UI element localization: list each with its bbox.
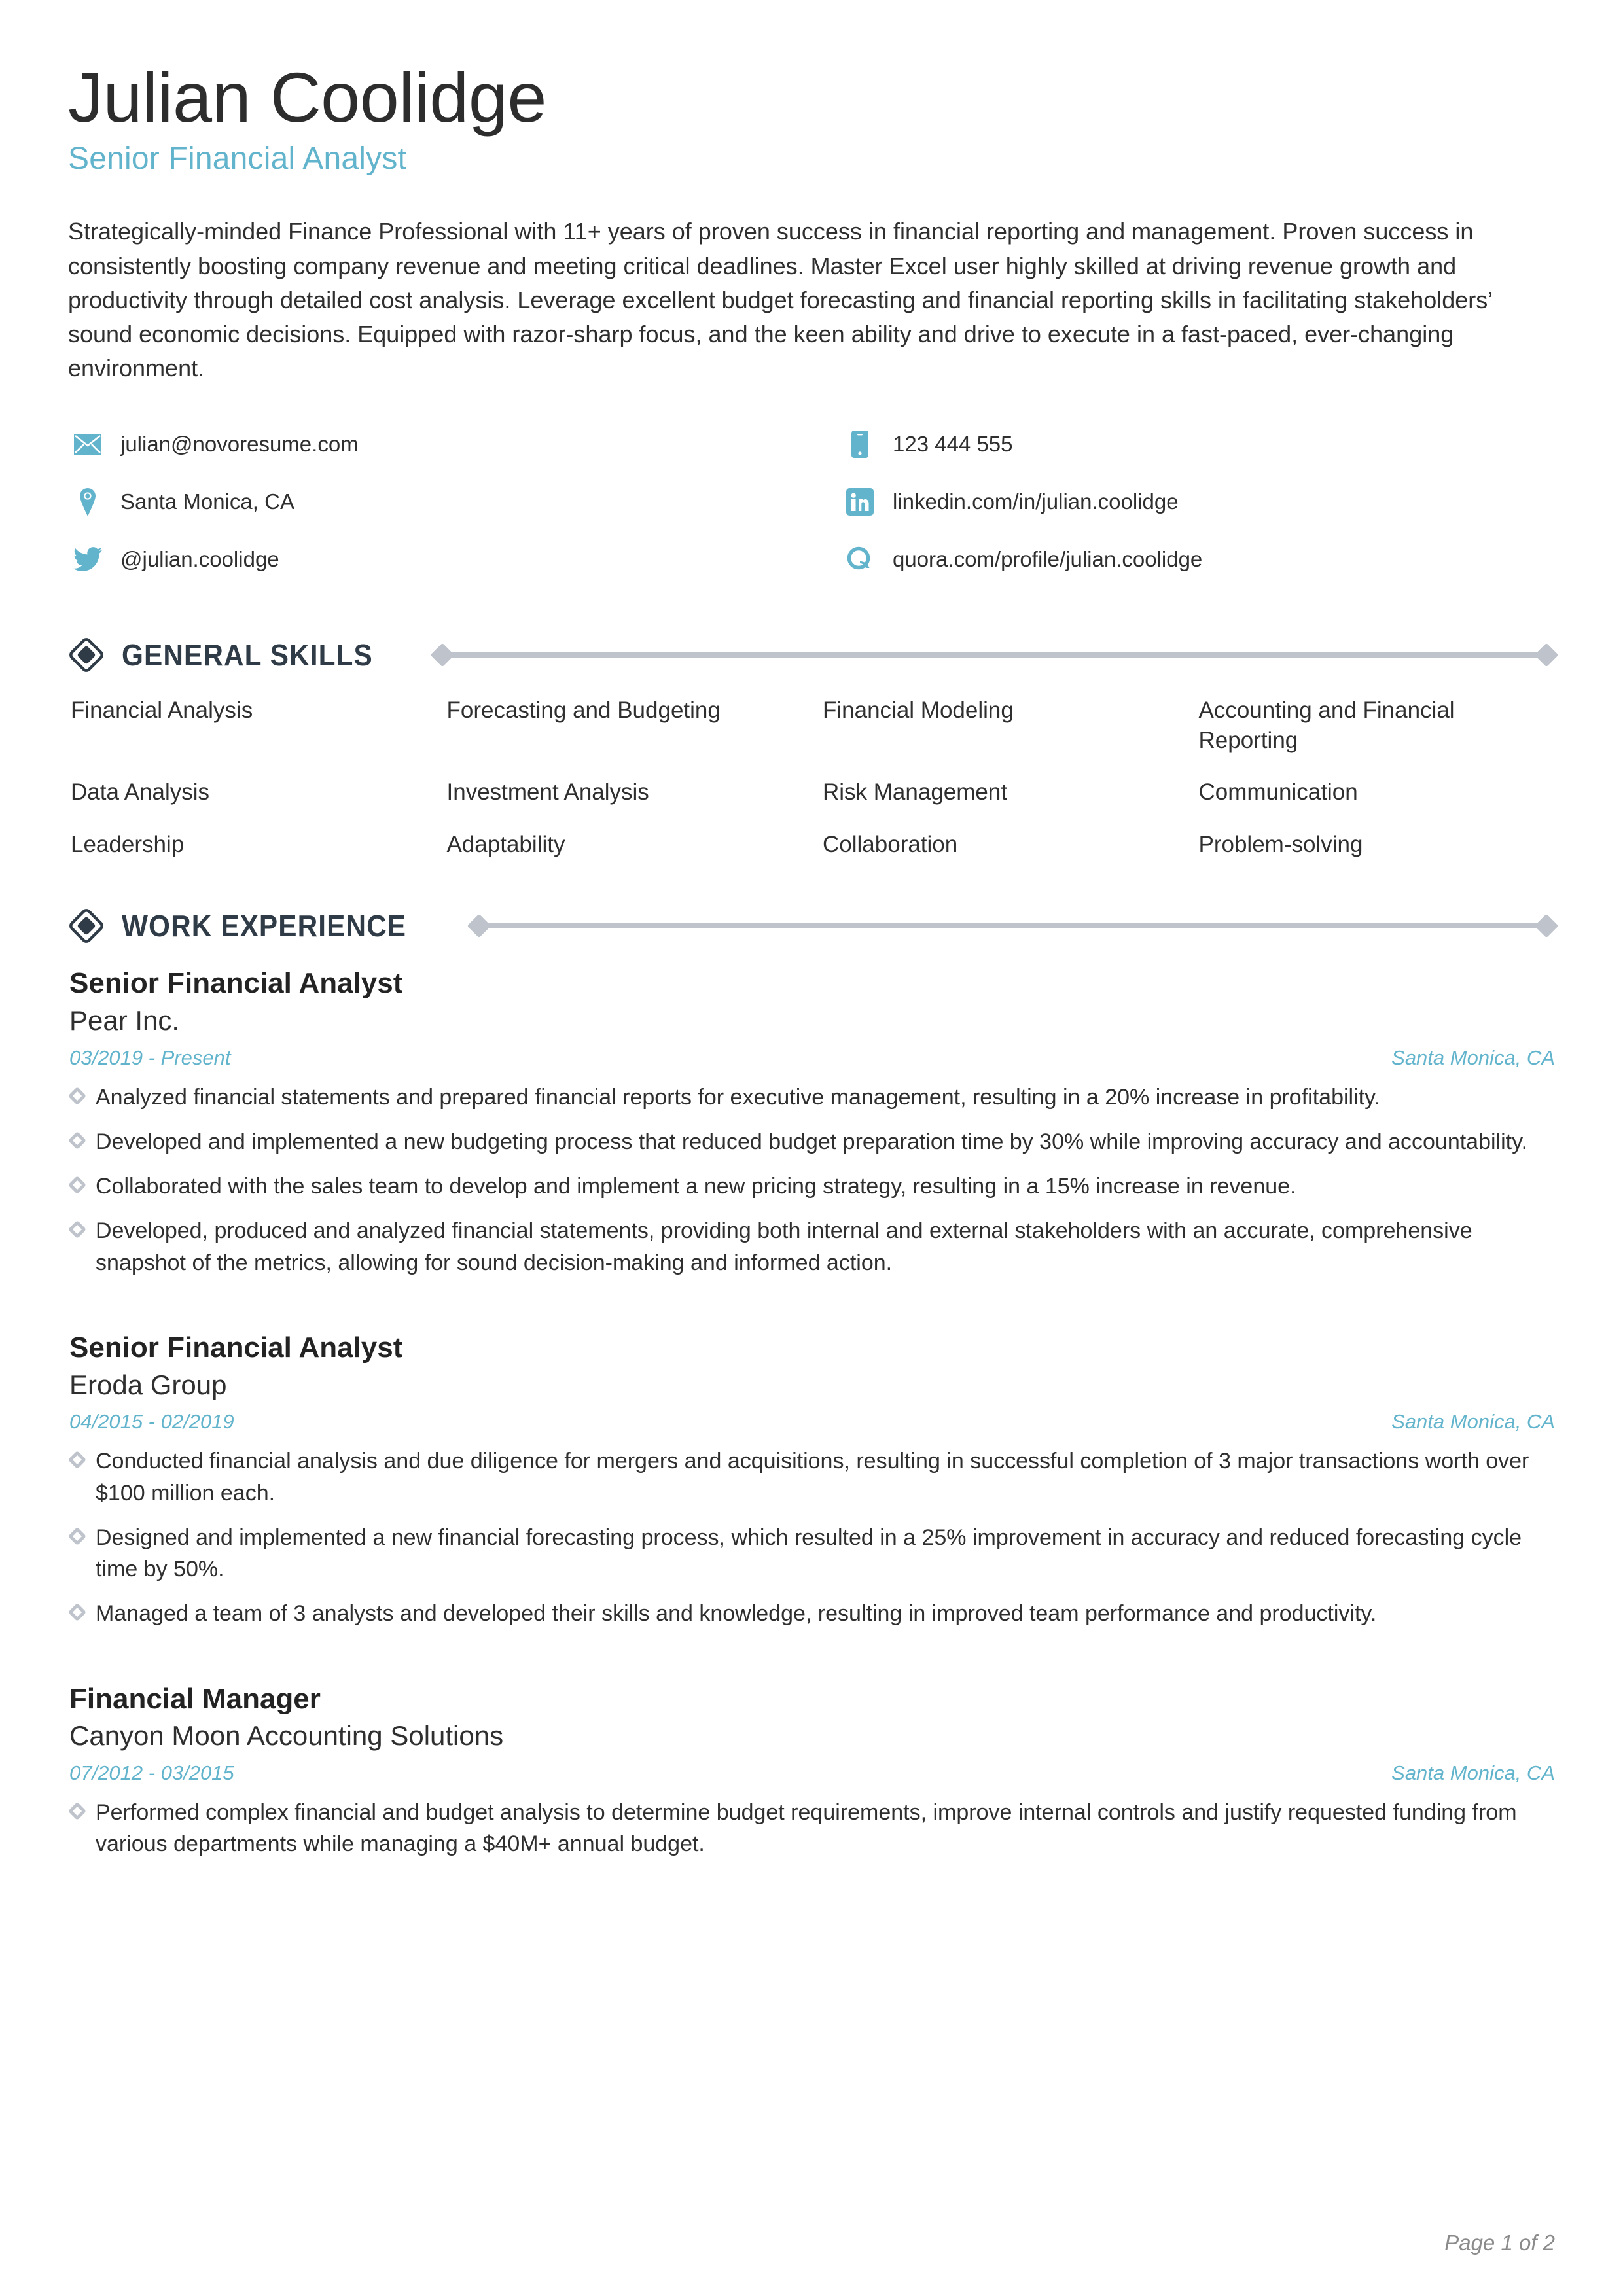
envelope-icon [73, 430, 102, 459]
phone-icon [846, 430, 874, 459]
quora-icon [846, 545, 874, 574]
diamond-bullet-icon [68, 1451, 86, 1469]
section-divider [471, 917, 1555, 934]
divider-line [447, 652, 1542, 658]
diamond-bullet-icon [68, 1086, 86, 1104]
diamond-bullet-icon [68, 1176, 86, 1194]
contact-item-location[interactable] [73, 487, 846, 516]
job-dates: 04/2015 - 02/2019 [69, 1410, 234, 1434]
contact-details [68, 430, 1555, 574]
page-footer: Page 1 of 2 [1444, 2231, 1555, 2255]
job-bullet [69, 1797, 1555, 1860]
skill-item: Financial Analysis [71, 698, 253, 724]
job-meta [69, 1410, 1555, 1434]
job-spacer [69, 1659, 1555, 1682]
skills-grid [68, 696, 1555, 859]
contact-value: julian@novoresume.com [120, 432, 359, 457]
job-location: Santa Monica, CA [1391, 1761, 1555, 1784]
divider-line [484, 923, 1542, 928]
job-bullets [69, 1445, 1555, 1629]
job-spacer [69, 1307, 1555, 1331]
divider-diamond-right [1535, 643, 1559, 667]
job-bullet [69, 1082, 1555, 1113]
location-pin-icon [73, 487, 102, 516]
bullet-text: Designed and implemented a new financial forecasting process, which resulted in a 25% improvement in accuracy and reduced forecasting cycle time by 50%. [96, 1525, 1522, 1582]
job-location: Santa Monica, CA [1391, 1410, 1555, 1434]
job-location: Santa Monica, CA [1391, 1046, 1555, 1069]
contact-value: linkedin.com/in/julian.coolidge [893, 489, 1179, 514]
skill-item: Forecasting and Budgeting [446, 698, 721, 724]
skill-item: Risk Management [823, 779, 1008, 805]
job-entry [69, 966, 1555, 1279]
job-meta [69, 1046, 1555, 1070]
job-bullets [69, 1797, 1555, 1860]
contact-value: quora.com/profile/julian.coolidge [893, 547, 1203, 572]
diamond-bullet-icon [68, 1131, 86, 1150]
skill-item: Leadership [71, 831, 185, 857]
job-company: Eroda Group [69, 1369, 227, 1400]
diamond-bullet-icon [68, 1220, 86, 1239]
job-company: Canyon Moon Accounting Solutions [69, 1720, 504, 1752]
professional-summary: Strategically-minded Finance Professional with 11+ years of proven success in financial reporting and management. Proven success in consistently boosting company revenue and meeting critical deadlines. Master Excel user highly skilled at driving revenue growth and productivity through detailed cost analysis. Leverage excellent budget forecasting and financial reporting skills in facilitating stakeholders’ sound economic decisions. Equipped with razor-sharp focus, and the keen ability and drive to execute in a fast-paced, ever-changing environment. [68, 218, 1492, 382]
diamond-bullet-icon [68, 1603, 86, 1621]
job-company: Pear Inc. [69, 1005, 180, 1036]
candidate-name: Julian Coolidge [68, 58, 546, 137]
job-bullet [69, 1598, 1555, 1629]
contact-item-linkedin[interactable] [846, 487, 1555, 516]
job-bullet [69, 1445, 1555, 1509]
contact-item-quora[interactable] [846, 545, 1555, 574]
job-bullets [69, 1082, 1555, 1279]
candidate-headline: Senior Financial Analyst [68, 141, 407, 177]
contact-item-phone[interactable] [846, 430, 1555, 459]
bullet-text: Performed complex financial and budget analysis to determine budget requirements, improve internal controls and justify requested funding from various departments while managing a $40M+ annual budget. [96, 1799, 1517, 1857]
divider-diamond-right [1535, 914, 1559, 938]
diamond-icon [68, 637, 105, 673]
job-bullet [69, 1522, 1555, 1585]
skill-item: Investment Analysis [446, 779, 649, 805]
skill-item: Data Analysis [71, 779, 210, 805]
job-dates: 03/2019 - Present [69, 1046, 231, 1069]
section-title: GENERAL SKILLS [122, 638, 373, 673]
contact-value: 123 444 555 [893, 432, 1013, 457]
twitter-icon [73, 545, 102, 574]
bullet-text: Developed, produced and analyzed financial statements, providing both internal and external stakeholders with an accurate, comprehensive snapshot of the metrics, allowing for sound decision-making and informed action. [96, 1218, 1472, 1275]
linkedin-icon [846, 487, 874, 516]
bullet-text: Analyzed financial statements and prepared financial reports for executive management, resulting in a 20% increase in profitability. [96, 1084, 1381, 1110]
contact-value: @julian.coolidge [120, 547, 279, 572]
job-meta [69, 1761, 1555, 1785]
contact-value: Santa Monica, CA [120, 489, 294, 514]
skill-item: Adaptability [446, 831, 565, 857]
divider-diamond-left [431, 643, 455, 667]
job-entry [69, 1682, 1555, 1860]
skill-item: Financial Modeling [823, 698, 1014, 724]
job-bullet [69, 1215, 1555, 1279]
bullet-text: Conducted financial analysis and due diligence for mergers and acquisitions, resulting in successful completion of 3 major transactions worth over $100 million each. [96, 1449, 1529, 1506]
diamond-bullet-icon [68, 1802, 86, 1820]
section-header-work-experience [68, 908, 1555, 944]
job-title: Senior Financial Analyst [69, 967, 403, 1000]
diamond-icon [68, 908, 105, 944]
skill-item: Collaboration [823, 831, 958, 857]
section-header-general-skills [68, 637, 1555, 673]
skill-item: Problem-solving [1198, 831, 1363, 857]
diamond-bullet-icon [68, 1527, 86, 1545]
skill-item: Accounting and Financial Reporting [1198, 698, 1455, 753]
section-divider [434, 646, 1555, 663]
job-dates: 07/2012 - 03/2015 [69, 1761, 234, 1784]
contact-item-twitter[interactable] [73, 545, 846, 574]
job-bullet [69, 1126, 1555, 1157]
contact-item-email[interactable] [73, 430, 846, 459]
work-experience-list [68, 966, 1555, 1860]
bullet-text: Collaborated with the sales team to develop and implement a new pricing strategy, resulting in a 15% increase in revenue. [96, 1174, 1296, 1199]
job-title: Financial Manager [69, 1682, 321, 1715]
job-title: Senior Financial Analyst [69, 1331, 403, 1364]
job-bullet [69, 1171, 1555, 1202]
skill-item: Communication [1198, 779, 1358, 805]
bullet-text: Managed a team of 3 analysts and developed their skills and knowledge, resulting in improved team performance and productivity. [96, 1601, 1377, 1627]
divider-diamond-left [467, 914, 491, 938]
bullet-text: Developed and implemented a new budgeting process that reduced budget preparation time by 30% while improving accuracy and accountability. [96, 1129, 1528, 1154]
job-entry [69, 1331, 1555, 1630]
section-title: WORK EXPERIENCE [122, 909, 407, 944]
